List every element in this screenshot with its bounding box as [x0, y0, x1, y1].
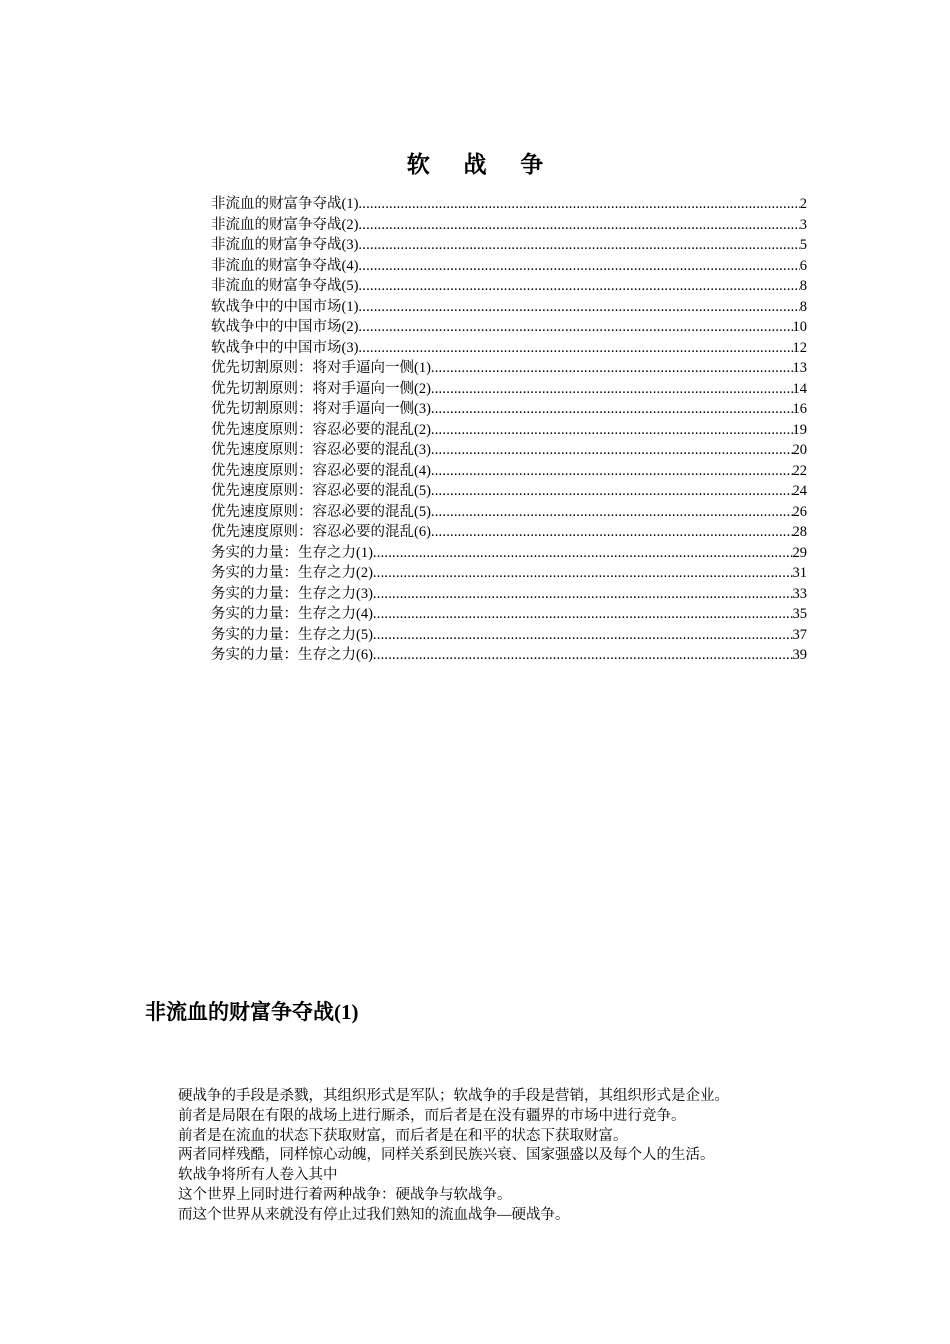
toc-entry-page-number: 8	[799, 278, 807, 294]
toc-entry-label: 非流血的财富争夺战(4)	[211, 257, 359, 274]
toc-dot-leader	[358, 194, 799, 215]
toc-entry-page-number: 19	[792, 421, 807, 438]
toc-entry-label: 非流血的财富争夺战(1)	[211, 196, 359, 212]
toc-entry[interactable]	[211, 522, 807, 543]
toc-entry-label: 优先切割原则：将对手逼向一侧(1)	[211, 360, 431, 376]
toc-entry[interactable]	[211, 625, 807, 646]
toc-entry[interactable]	[211, 461, 807, 482]
toc-entry[interactable]	[211, 543, 807, 564]
toc-dot-leader	[431, 420, 793, 441]
toc-dot-leader	[358, 256, 799, 277]
toc-dot-leader	[431, 358, 793, 379]
toc-entry-page-number: 24	[792, 483, 807, 499]
toc-entry[interactable]	[211, 379, 807, 400]
toc-entry[interactable]	[211, 563, 807, 584]
toc-entry-label: 优先切割原则：将对手逼向一侧(3)	[211, 401, 431, 417]
toc-entry[interactable]	[211, 194, 807, 215]
toc-dot-leader	[431, 502, 793, 523]
toc-dot-leader	[373, 543, 793, 564]
toc-dot-leader	[431, 399, 793, 420]
toc-entry-label: 优先速度原则：容忍必要的混乱(6)	[211, 524, 431, 540]
toc-entry-label: 软战争中的中国市场(3)	[211, 339, 359, 356]
toc-entry[interactable]	[211, 420, 807, 441]
toc-entry-label: 非流血的财富争夺战(2)	[211, 216, 359, 233]
toc-entry-label: 务实的力量：生存之力(4)	[211, 606, 373, 622]
toc-entry-label: 软战争中的中国市场(1)	[211, 298, 359, 315]
section-body	[178, 1087, 838, 1226]
toc-dot-leader	[373, 604, 793, 625]
toc-entry-page-number: 22	[792, 462, 807, 479]
toc-entry-label: 优先速度原则：容忍必要的混乱(3)	[211, 442, 431, 458]
toc-entry-page-number: 28	[792, 524, 807, 540]
toc-entry-page-number: 31	[792, 565, 807, 581]
toc-entry-label: 务实的力量：生存之力(2)	[211, 565, 373, 581]
toc-entry-page-number: 5	[799, 237, 807, 253]
body-paragraph: 这个世界上同时进行着两种战争：硬战争与软战争。	[178, 1186, 512, 1203]
body-paragraph: 前者是局限在有限的战场上进行厮杀，而后者是在没有疆界的市场中进行竞争。	[178, 1107, 686, 1124]
toc-entry-label: 务实的力量：生存之力(3)	[211, 585, 373, 602]
toc-dot-leader	[431, 481, 793, 502]
toc-entry-label: 优先切割原则：将对手逼向一侧(2)	[211, 380, 431, 397]
toc-dot-leader	[431, 461, 793, 482]
toc-entry-page-number: 3	[799, 216, 807, 233]
toc-entry-page-number: 14	[792, 380, 807, 397]
toc-dot-leader	[358, 317, 792, 338]
toc-entry-label: 优先速度原则：容忍必要的混乱(2)	[211, 421, 431, 438]
toc-entry[interactable]	[211, 481, 807, 502]
toc-entry-page-number: 12	[792, 339, 807, 356]
toc-dot-leader	[431, 440, 793, 461]
body-paragraph: 前者是在流血的状态下获取财富，而后者是在和平的状态下获取财富。	[178, 1127, 628, 1144]
toc-dot-leader	[358, 297, 799, 318]
toc-entry-page-number: 6	[799, 257, 807, 274]
toc-entry-page-number: 13	[792, 360, 807, 376]
toc-entry[interactable]	[211, 440, 807, 461]
table-of-contents	[211, 194, 807, 666]
toc-entry-page-number: 35	[792, 606, 807, 622]
toc-dot-leader	[431, 379, 793, 400]
toc-entry-label: 务实的力量：生存之力(5)	[211, 626, 373, 643]
toc-entry-page-number: 10	[792, 319, 807, 335]
toc-entry-page-number: 8	[799, 298, 807, 315]
toc-entry-label: 软战争中的中国市场(2)	[211, 319, 359, 335]
toc-dot-leader	[358, 235, 799, 256]
toc-entry-label: 优先速度原则：容忍必要的混乱(5)	[211, 483, 431, 499]
toc-dot-leader	[358, 215, 799, 236]
toc-entry-label: 非流血的财富争夺战(3)	[211, 237, 359, 253]
toc-entry[interactable]	[211, 358, 807, 379]
toc-entry[interactable]	[211, 645, 807, 666]
toc-entry[interactable]	[211, 276, 807, 297]
body-paragraph: 软战争将所有人卷入其中	[178, 1167, 338, 1184]
toc-entry-label: 务实的力量：生存之力(1)	[211, 544, 373, 561]
toc-dot-leader	[373, 645, 793, 666]
toc-entry[interactable]	[211, 215, 807, 236]
body-paragraph: 两者同样残酷，同样惊心动魄，同样关系到民族兴衰、国家强盛以及每个人的生活。	[178, 1147, 715, 1164]
toc-entry[interactable]	[211, 256, 807, 277]
toc-dot-leader	[358, 276, 799, 297]
toc-dot-leader	[373, 625, 793, 646]
toc-dot-leader	[358, 338, 792, 359]
toc-entry[interactable]	[211, 235, 807, 256]
toc-entry[interactable]	[211, 297, 807, 318]
toc-entry[interactable]	[211, 502, 807, 523]
toc-entry[interactable]	[211, 604, 807, 625]
section-heading: 非流血的财富争夺战(1)	[145, 1000, 359, 1024]
toc-entry-page-number: 26	[792, 503, 807, 520]
toc-entry-label: 优先速度原则：容忍必要的混乱(4)	[211, 462, 431, 479]
toc-entry-page-number: 39	[792, 647, 807, 663]
toc-entry-label: 非流血的财富争夺战(5)	[211, 278, 359, 294]
toc-entry-page-number: 20	[792, 442, 807, 458]
toc-entry[interactable]	[211, 317, 807, 338]
toc-entry[interactable]	[211, 338, 807, 359]
toc-entry-label: 优先速度原则：容忍必要的混乱(5)	[211, 503, 431, 520]
toc-entry-page-number: 37	[792, 626, 807, 643]
toc-entry-page-number: 29	[792, 544, 807, 561]
toc-entry[interactable]	[211, 399, 807, 420]
toc-entry-label: 务实的力量：生存之力(6)	[211, 647, 373, 663]
body-paragraph: 硬战争的手段是杀戮，其组织形式是军队；软战争的手段是营销，其组织形式是企业。	[178, 1088, 729, 1104]
toc-entry[interactable]	[211, 584, 807, 605]
toc-dot-leader	[373, 584, 793, 605]
toc-entry-page-number: 2	[799, 196, 807, 212]
toc-dot-leader	[373, 563, 793, 584]
body-paragraph: 而这个世界从来就没有停止过我们熟知的流血战争—硬战争。	[178, 1206, 570, 1223]
toc-entry-page-number: 16	[792, 401, 807, 417]
toc-entry-page-number: 33	[792, 585, 807, 602]
toc-dot-leader	[431, 522, 793, 543]
document-title: 软 战 争	[406, 152, 558, 177]
